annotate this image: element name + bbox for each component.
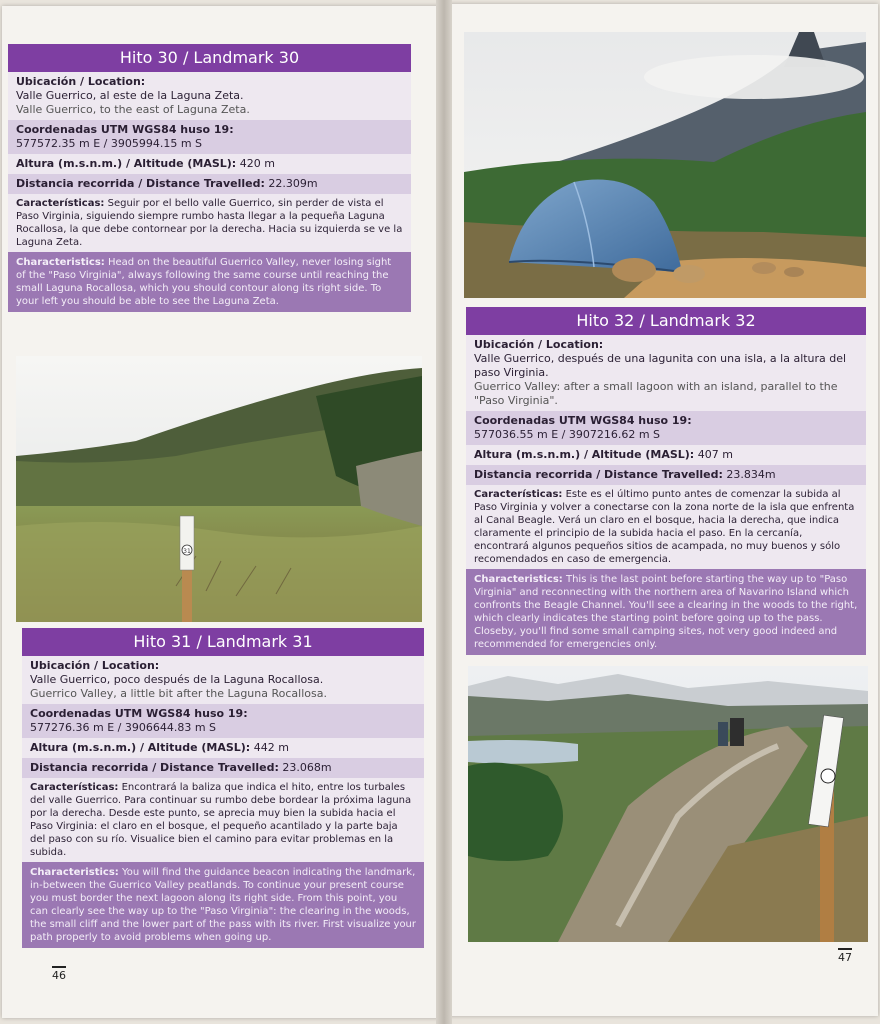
valley-photo <box>16 356 422 622</box>
characteristics-es <box>8 194 411 252</box>
altitude-row <box>22 738 424 758</box>
tent-photo <box>464 32 866 298</box>
location-label: Ubicación / Location: <box>16 75 146 88</box>
location-es: Valle Guerrico, después de una lagunita con una isla, a la altura del paso Virginia. <box>474 352 847 379</box>
distance-row <box>8 174 411 194</box>
page-number-right: 47 <box>838 948 852 964</box>
location-en: Valle Guerrico, to the east of Laguna Zeta. <box>16 103 250 116</box>
coords-value: 577572.35 m E / 3905994.15 m S <box>16 137 203 150</box>
distance-label: Distancia recorrida / Distance Travelled: <box>16 177 265 190</box>
distance-row <box>22 758 424 778</box>
characteristics-es <box>22 778 424 862</box>
characteristics-en <box>22 862 424 948</box>
altitude-value: 442 m <box>253 741 289 754</box>
characteristics-es-text: Seguir por el bello valle Guerrico, sin perder de vista el Paso Virginia, siguiendo siempre rumbo hasta llegar a la pequeña Laguna Rocallosa, la que debe contornear por la derecha. Hacia su izquierda se ve la Laguna Zeta. <box>16 198 403 248</box>
altitude-value: 420 m <box>239 157 275 170</box>
altitude-label: Altura (m.s.n.m.) / Altitude (MASL): <box>474 448 695 461</box>
coords-label: Coordenadas UTM WGS84 huso 19: <box>474 414 692 427</box>
distance-label: Distancia recorrida / Distance Travelled: <box>474 468 723 481</box>
characteristics-en-label: Characteristics: <box>474 574 563 585</box>
location-en: Guerrico Valley, a little bit after the Laguna Rocallosa. <box>30 687 327 700</box>
landmark-31-title: Hito 31 / Landmark 31 <box>22 628 424 656</box>
landmark-32-title: Hito 32 / Landmark 32 <box>466 307 866 335</box>
characteristics-es-text: Encontrará la baliza que indica el hito, entre los turbales del valle Guerrico. Para continuar su rumbo debe bordear la próxima laguna por la derecha. Desde este punto, se aprecia muy bien la subida hacia el Paso Virginia: el claro en el bosque, el pequeño acantilado y la parte baja del paso con su río. Visualice bien el camino para evitar problemas en la subida. <box>30 782 412 858</box>
coords-value: 577276.36 m E / 3906644.83 m S <box>30 721 217 734</box>
characteristics-en-text: Head on the beautiful Guerrico Valley, never losing sight of the "Paso Virginia", always following the same course until reaching the small Laguna Rocallosa, which you should contour along its right side. To your left you should be able to see the Laguna Zeta. <box>16 257 392 307</box>
landmark-32-block <box>466 307 866 655</box>
beacon-number: 31 <box>183 548 191 555</box>
coords-row <box>8 120 411 154</box>
coords-value: 577036.55 m E / 3907216.62 m S <box>474 428 661 441</box>
altitude-row <box>466 445 866 465</box>
landmark-30-title: Hito 30 / Landmark 30 <box>8 44 411 72</box>
distance-value: 22.309m <box>268 177 318 190</box>
altitude-value: 407 m <box>697 448 733 461</box>
distance-value: 23.834m <box>726 468 776 481</box>
book-gutter <box>436 0 452 1024</box>
characteristics-en-text: You will find the guidance beacon indicating the landmark, in-between the Guerrico Valley peatlands. To continue your present course you must border the next lagoon along its right side. From this point, you can clearly see the way up to the "Paso Virginia": the clearing in the woods, the small cliff and the lower part of the pass with its river. First visualize your path properly to avoid problems when going up. <box>30 867 417 943</box>
characteristics-en-text: This is the last point before starting the way up to "Paso Virginia" and reconnecting with the northern area of Navarino Island which confronts the Beagle Channel. You'll see a clearing in the woods to the right, which clearly indicates the starting point before going up to the pass. Closeby, you'll find some small camping sites, not very good indeed and recommended for emergencies only. <box>474 574 858 650</box>
altitude-row <box>8 154 411 174</box>
distance-row <box>466 465 866 485</box>
landmark-31-block <box>22 628 424 948</box>
characteristics-en-label: Characteristics: <box>30 867 119 878</box>
characteristics-en-label: Characteristics: <box>16 257 105 268</box>
location-row <box>8 72 411 120</box>
characteristics-es <box>466 485 866 569</box>
characteristics-es-label: Características: <box>474 489 563 500</box>
coords-label: Coordenadas UTM WGS84 huso 19: <box>30 707 248 720</box>
characteristics-es-label: Características: <box>16 198 105 209</box>
coords-row <box>466 411 866 445</box>
characteristics-es-label: Características: <box>30 782 119 793</box>
landmark-30-block <box>8 44 411 312</box>
characteristics-en <box>8 252 411 312</box>
location-es: Valle Guerrico, al este de la Laguna Zeta. <box>16 89 244 102</box>
location-row <box>466 335 866 411</box>
distance-value: 23.068m <box>282 761 332 774</box>
ridge-photo <box>468 666 868 942</box>
location-row <box>22 656 424 704</box>
distance-label: Distancia recorrida / Distance Travelled: <box>30 761 279 774</box>
altitude-label: Altura (m.s.n.m.) / Altitude (MASL): <box>16 157 237 170</box>
coords-label: Coordenadas UTM WGS84 huso 19: <box>16 123 234 136</box>
location-label: Ubicación / Location: <box>474 338 604 351</box>
page-number-left: 46 <box>52 966 66 982</box>
location-label: Ubicación / Location: <box>30 659 160 672</box>
location-en: Guerrico Valley: after a small lagoon with an island, parallel to the "Paso Virginia". <box>474 380 838 407</box>
characteristics-es-text: Este es el último punto antes de comenzar la subida al Paso Virginia y volver a conectarse con la zona norte de la isla que enfrenta al Canal Beagle. Verá un claro en el bosque, hacia la derecha, que indica claramente el principio de la subida hacia el paso. En la cercanía, encontrará algunos pequeños sitios de acampada, no muy buenos y sólo recomendados en caso de emergencia. <box>474 489 855 565</box>
coords-row <box>22 704 424 738</box>
location-es: Valle Guerrico, poco después de la Laguna Rocallosa. <box>30 673 324 686</box>
altitude-label: Altura (m.s.n.m.) / Altitude (MASL): <box>30 741 251 754</box>
characteristics-en <box>466 569 866 655</box>
